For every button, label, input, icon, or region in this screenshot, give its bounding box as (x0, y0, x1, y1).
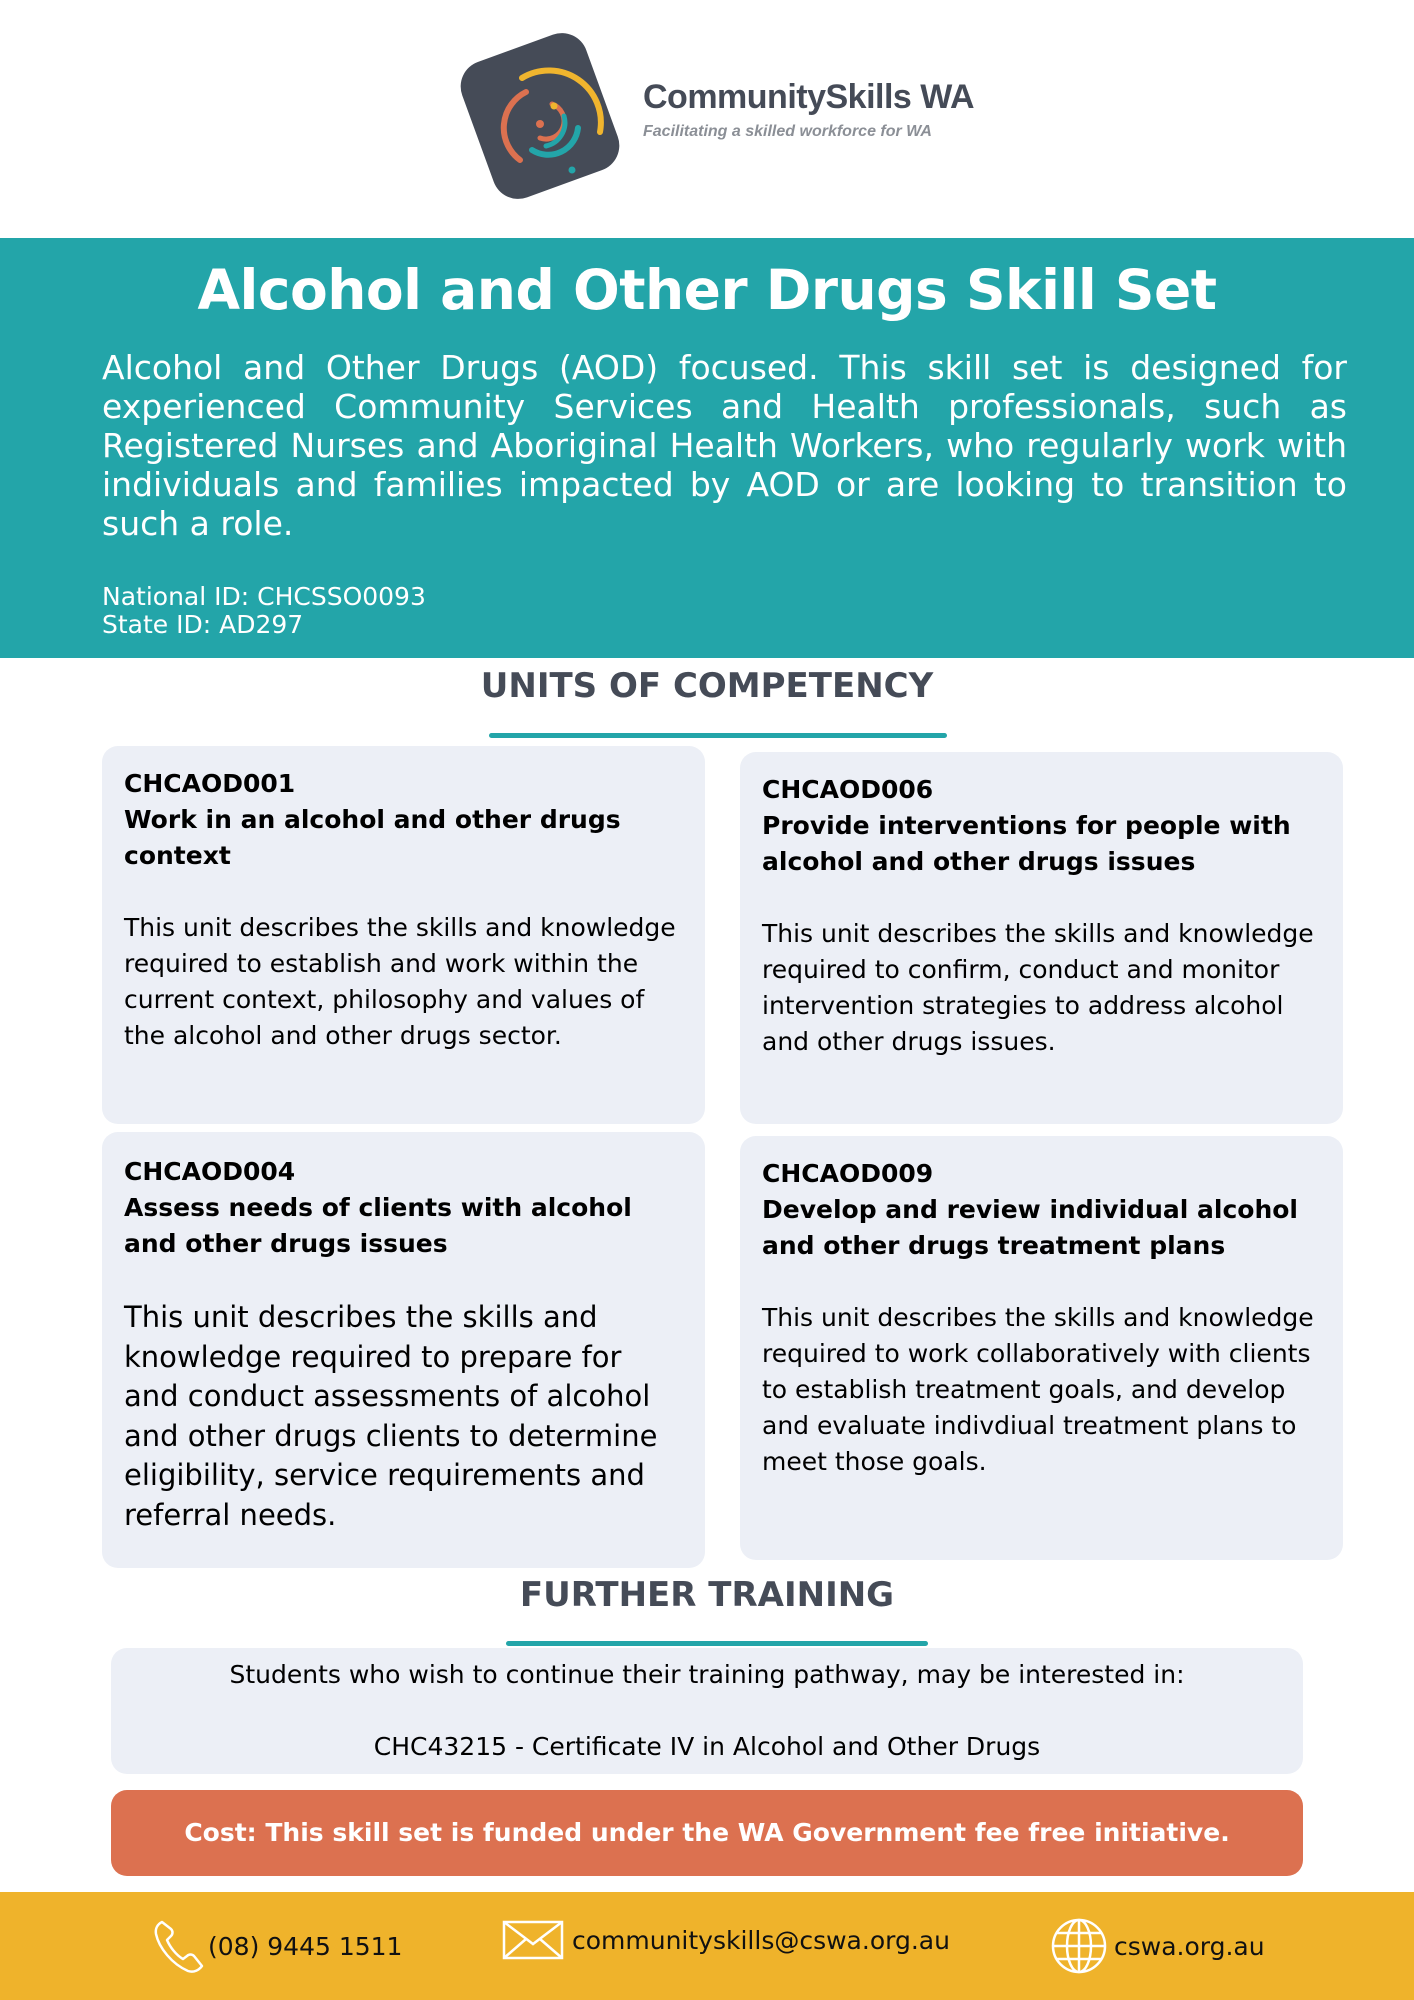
envelope-icon (502, 1918, 564, 1962)
further-training-box (111, 1648, 1303, 1774)
footer-phone[interactable] (152, 1892, 402, 2000)
unit-card-chcaod001 (102, 746, 705, 1124)
unit-code: CHCAOD001 (124, 769, 296, 798)
unit-title: Provide interventions for people with alcohol and other drugs issues (762, 811, 1291, 876)
hero-banner (0, 238, 1414, 658)
unit-title: Assess needs of clients with alcohol and other drugs issues (124, 1193, 632, 1258)
spiral-logo-icon (460, 20, 620, 210)
unit-title: Develop and review individual alcohol and other drugs treatment plans (762, 1195, 1298, 1260)
brand-header (460, 20, 980, 210)
national-id: National ID: CHCSSO0093 (102, 582, 426, 611)
page-title: Alcohol and Other Drugs Skill Set (197, 258, 1217, 322)
brand-tagline: Facilitating a skilled workforce for WA (643, 123, 932, 140)
website-url[interactable]: cswa.org.au (1114, 1931, 1265, 1961)
globe-icon (1050, 1917, 1108, 1975)
further-training-course: CHC43215 - Certificate IV in Alcohol and Other Drugs (373, 1732, 1041, 1761)
unit-code: CHCAOD004 (124, 1157, 296, 1186)
phone-number[interactable]: (08) 9445 1511 (208, 1931, 403, 1961)
unit-code: CHCAOD006 (762, 775, 934, 804)
hero-description: Alcohol and Other Drugs (AOD) focused. This skill set is designed for experienced Community Services and Health professionals, such as Registered Nurses and Aboriginal Health Workers, who regularly work with individuals and families impacted by AOD or are looking to transition to such a role. (102, 348, 1347, 543)
state-id: State ID: AD297 (102, 610, 304, 639)
footer-email[interactable] (502, 1886, 950, 1994)
further-training-heading: FURTHER TRAINING (519, 1575, 895, 1615)
unit-code: CHCAOD009 (762, 1159, 934, 1188)
unit-description: This unit describes the skills and knowledge required to work collaboratively with clients to establish treatment goals, and develop and evaluate indivdiual treatment plans to meet those goals. (762, 1303, 1314, 1476)
unit-description: This unit describes the skills and knowledge required to establish and work within the current context, philosophy and values of the alcohol and other drugs sector. (124, 913, 676, 1050)
unit-description: This unit describes the skills and knowledge required to prepare for and conduct assessments of alcohol and other drugs clients to determine eligibility, service requirements and referral needs. (124, 1300, 658, 1532)
unit-card-chcaod004 (102, 1132, 705, 1568)
units-heading: UNITS OF COMPETENCY (480, 666, 934, 706)
unit-description: This unit describes the skills and knowledge required to confirm, conduct and monitor intervention strategies to address alcohol and other drugs issues. (762, 919, 1314, 1056)
phone-icon (152, 1916, 208, 1976)
unit-card-chcaod006 (740, 752, 1343, 1124)
footer-website[interactable] (1050, 1892, 1265, 2000)
brand-name: CommunitySkills WA (643, 78, 975, 116)
units-heading-underline (489, 733, 947, 738)
unit-title: Work in an alcohol and other drugs context (124, 805, 621, 870)
contact-footer (0, 1892, 1414, 2000)
cost-banner: Cost: This skill set is funded under the WA Government fee free initiative. (111, 1790, 1303, 1876)
further-training-underline (506, 1641, 928, 1646)
further-training-intro: Students who wish to continue their training pathway, may be interested in: (229, 1660, 1185, 1689)
unit-card-chcaod009 (740, 1136, 1343, 1560)
email-address[interactable]: communityskills@cswa.org.au (572, 1925, 950, 1955)
identifiers (102, 583, 426, 639)
